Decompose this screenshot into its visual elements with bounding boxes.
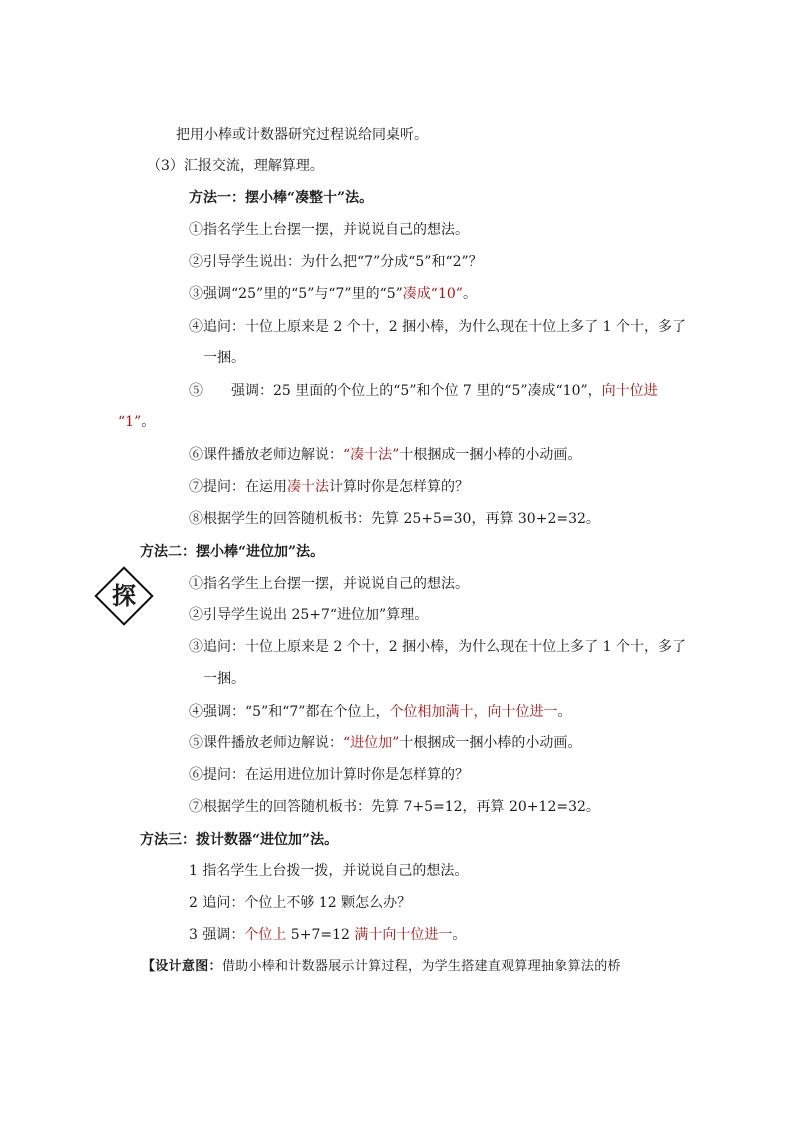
step-text: 十根捆成一捆小棒的小动画。 <box>399 735 582 751</box>
intro-line <box>176 126 428 144</box>
method-2-step-5 <box>189 734 581 752</box>
step-text: ③追问：十位上原来是 2 个十，2 捆小棒，为什么现在十位上多了 1 个十，多了 <box>189 639 686 655</box>
step-text: ⑦根据学生的回答随机板书：先算 7+5=12，再算 20+12=32。 <box>189 799 600 815</box>
highlight-text: “1” <box>118 414 142 430</box>
step-text: 3 强调： <box>189 927 245 943</box>
highlight-text: “凑十法” <box>343 447 400 463</box>
step-text: 十根捆成一捆小棒的小动画。 <box>399 447 582 463</box>
explore-diamond-icon <box>93 565 155 627</box>
step-text: 5+7=12 <box>286 927 355 943</box>
design-intent <box>142 958 621 976</box>
step-text: 。 <box>557 704 572 720</box>
design-intent-text: 借助小棒和计数器展示计算过程，为学生搭建直观算理抽象算法的桥 <box>221 959 621 974</box>
step-text: ⑤课件播放老师边解说： <box>189 735 343 751</box>
method-3-title <box>140 831 338 849</box>
step-text: 1 指名学生上台拨一拨，并说说自己的想法。 <box>189 863 469 879</box>
intro-text: 把用小棒或计数器研究过程说给同桌听。 <box>176 127 428 143</box>
step-text: ⑤ 强调：25 里面的个位上的“5”和个位 7 里的“5”凑成“10”， <box>189 383 602 399</box>
method-2-title <box>140 543 324 561</box>
section-3-heading <box>147 157 324 175</box>
method-3-step-1 <box>189 862 468 880</box>
method-1-step-1 <box>189 221 469 239</box>
step-text: ③强调“25”里的“5”与“7”里的“5” <box>189 286 403 302</box>
step-text: ②引导学生说出：为什么把“7”分成“5”和“2”？ <box>189 254 483 270</box>
method-3-step-3 <box>189 926 466 944</box>
method-1-step-6 <box>189 446 581 464</box>
step-text: 2 追问：个位上不够 12 颗怎么办？ <box>189 895 412 911</box>
step-text: ②引导学生说出 25+7“进位加”算理。 <box>189 607 429 623</box>
method-1-step-4-cont <box>203 349 245 367</box>
explore-character: 探 <box>112 581 136 610</box>
method-1-step-8 <box>189 510 600 528</box>
step-text: 。 <box>452 927 467 943</box>
method-3-title-text: 方法三：拨计数器“进位加”法。 <box>140 832 339 848</box>
step-text: ⑥课件播放老师边解说： <box>189 447 343 463</box>
step-text: ①指名学生上台摆一摆，并说说自己的想法。 <box>189 576 469 592</box>
method-1-step-2 <box>189 253 483 271</box>
method-2-step-1 <box>189 575 469 593</box>
section-3-text: （3）汇报交流，理解算理。 <box>147 158 324 174</box>
design-intent-label: 【设计意图： <box>142 959 222 974</box>
highlight-text: 凑十法 <box>287 479 329 495</box>
highlight-text: 向十位进 <box>601 383 658 399</box>
method-3-step-2 <box>189 894 411 912</box>
method-2-step-6 <box>189 766 469 784</box>
highlight-text: 凑成“10” <box>402 286 463 302</box>
method-1-step-7 <box>189 478 469 496</box>
highlight-text: 个位上 <box>244 927 287 943</box>
step-text: ④追问：十位上原来是 2 个十，2 捆小棒，为什么现在十位上多了 1 个十，多了 <box>189 319 686 335</box>
method-1-step-5 <box>189 382 658 400</box>
step-text: ⑧根据学生的回答随机板书：先算 25+5=30，再算 30+2=32。 <box>189 511 600 527</box>
highlight-text: “进位加” <box>343 735 400 751</box>
step-text: 计算时你是怎样算的？ <box>329 479 469 495</box>
highlight-text: 个位相加满十，向十位进一 <box>389 704 558 720</box>
step-text: 一捆。 <box>203 350 245 366</box>
method-2-title-text: 方法二：摆小棒“进位加”法。 <box>140 544 325 560</box>
step-text: ⑦提问：在运用 <box>189 479 287 495</box>
step-text: 一捆。 <box>203 671 245 687</box>
method-2-step-7 <box>189 798 600 816</box>
highlight-text: 满十向十位进一 <box>354 927 453 943</box>
method-1-step-3 <box>189 285 477 303</box>
step-text: 。 <box>462 286 477 302</box>
method-2-step-4 <box>189 703 571 721</box>
method-2-step-3-cont <box>203 670 245 688</box>
method-2-step-2 <box>189 606 428 624</box>
step-text: 。 <box>141 414 156 430</box>
method-1-title-text: 方法一：摆小棒“凑整十”法。 <box>189 190 374 206</box>
method-2-step-3 <box>189 638 686 656</box>
step-text: ④强调：“5”和“7”都在个位上， <box>189 704 390 720</box>
method-1-step-4 <box>189 318 686 336</box>
step-text: ⑥提问：在运用进位加计算时你是怎样算的？ <box>189 767 469 783</box>
step-text: ①指名学生上台摆一摆，并说说自己的想法。 <box>189 222 469 238</box>
method-1-step-5-cont <box>118 413 155 431</box>
method-1-title <box>189 189 373 207</box>
